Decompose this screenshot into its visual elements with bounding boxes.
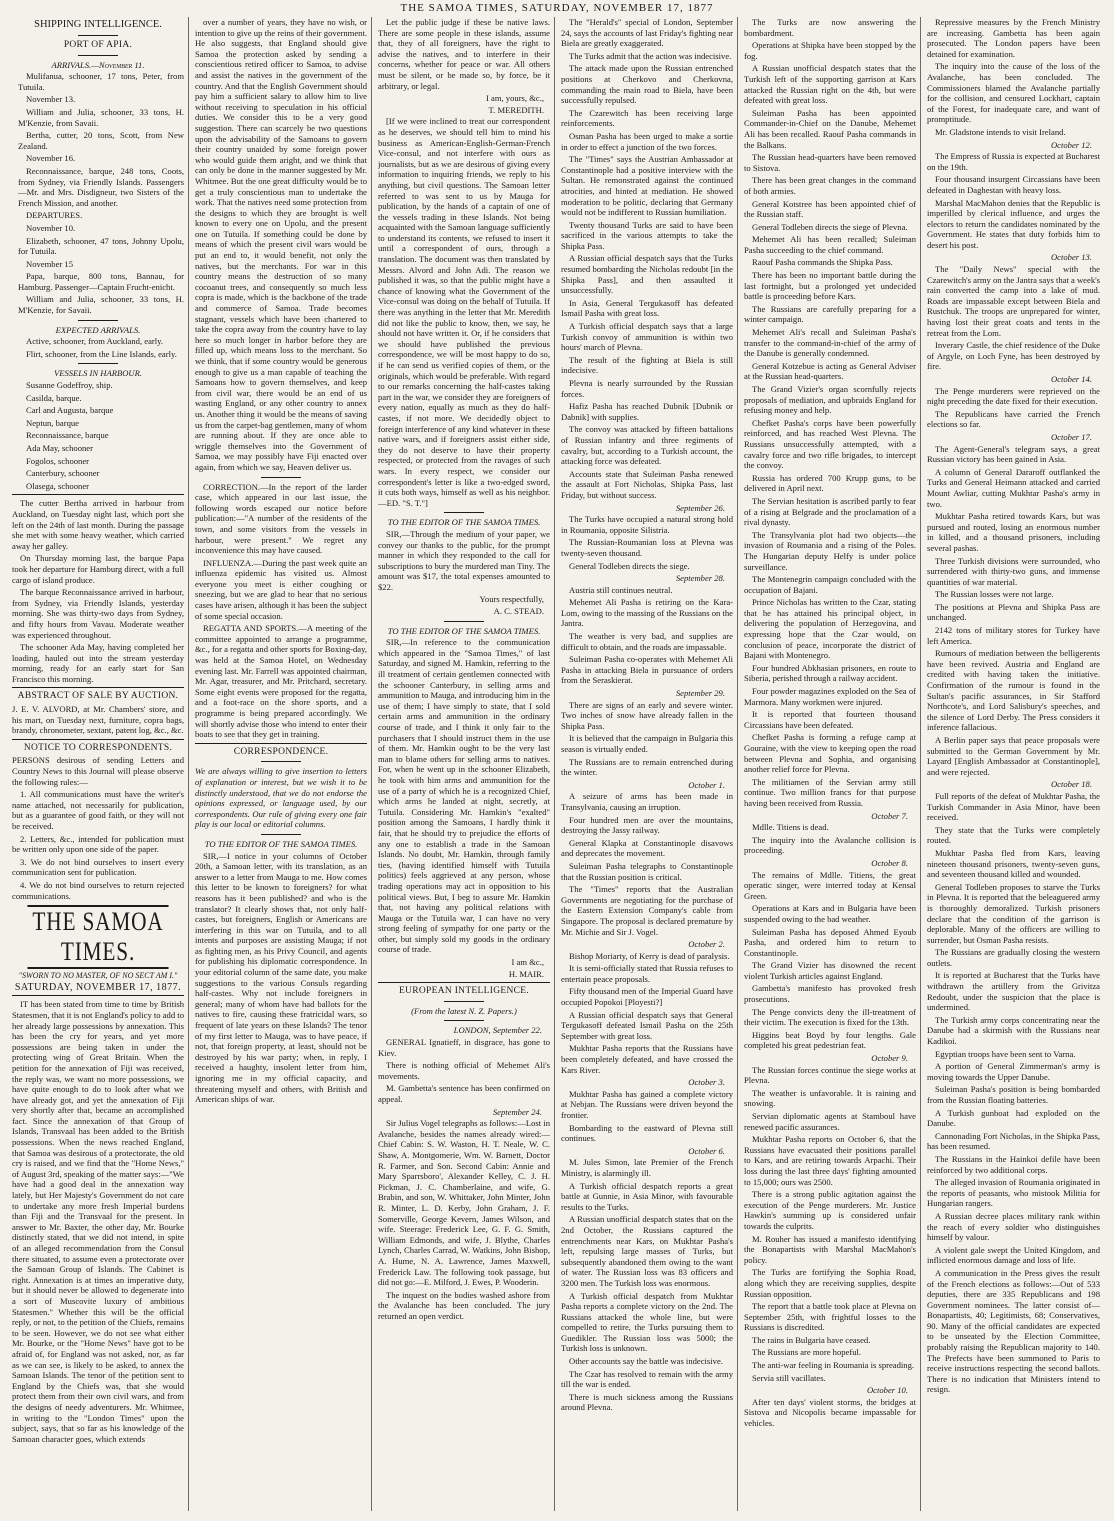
divider xyxy=(378,982,550,983)
news-paragraph: The militiamen of the Servian army still continue. Two million francs for that purpose having been received from Russia. xyxy=(744,776,916,808)
news-paragraph: General Todleben proposes to starve the Turks in Plevna. It is reported that the beleaguered army is thoroughly demoralized. Turkish prisoners declare that the condition of the garrison is deplorable. Many of the officers are willing to surrender, but Osman Pasha resists. xyxy=(927,881,1100,945)
avalanche-list: Sir Julius Vogel telegraphs as follows:—Lost in Avalanche, besides the names already wired:—Chief Cabin: S. W. Waston, H. T. Neale, W. C. Shaw, A. Montgomerie, Wm. W. Barnett, Doctor R. Farmer, and Son. Second Cabin: Annie and Mary Sparrsboro', Alexander Kelley, C. J. H. Pickman, J. C. Chamberlaine, and wife, G. Brabin, and son, W. Whittaker, John Minter, John R. Minter, L. D. Kerby, John Graham, J. F. Somerville, George Kevern, James Wilson, and wife. Steerage: Frederick Lee, G. F. G. Smith, William Edmonds, and wife, J. Blythe, Charles Lynch, Charles Carrad, W. Watkins, John Bishop, A. Hume, N. A. Lawrence, James Maxwell, Frederick Law. The following took passage, but did not go:—E. Milford, J. Ewes, P. Wooderin. xyxy=(378,1118,550,1288)
news-paragraph: There has been great changes in the command of both armies. xyxy=(744,175,916,196)
news-paragraph: Fifty thousand men of the Imperial Guard have occupied Popokoi [Ployesti?] xyxy=(561,986,733,1008)
news-paragraph: Chefket Pasha's corps have been powerfully reinforced, and has reached West Plevna. The Russians unsuccessfully attempted, with a cavalry force and two rifle brigades, to intercept the convoy. xyxy=(744,417,916,471)
divider xyxy=(12,494,184,495)
news-paragraph: The Grand Vizier's organ scornfully rejects proposals of mediation, and upbraids England for refusing money and help. xyxy=(744,384,916,416)
news-paragraph: A portion of General Zimmerman's army is moving towards the Upper Danube. xyxy=(927,1061,1100,1082)
news-paragraph: A Russian official despatch says that the Turks resumed bombarding the Nicholas redoubt [in the Shipka Pass], and then assaulted it unsuccessfully. xyxy=(561,253,733,296)
news-paragraph: General Todleben directs the siege of Plevna. xyxy=(752,221,908,232)
notice-rules xyxy=(12,789,184,901)
news-paragraph: The "Daily News" special with the Czarewitch's army on the Jantra says that a week's rain converted the camp into a lake of mud. Roads are impassable except between Biela and Rustchuk. The troops are unprepared for winter, having lost their great coats and tents in the retreat from the Lom. xyxy=(927,264,1101,338)
notice-intro: PERSONS desirous of sending Letters and Country News to this Journal will please observe the following rules:— xyxy=(12,755,184,787)
news-paragraph: They state that the Turks were completely routed. xyxy=(927,824,1100,846)
news-paragraph: A Russian decree places military rank within the reach of every soldier who distinguishes himself by valour. xyxy=(927,1210,1100,1243)
dateline: October 1. xyxy=(688,779,725,790)
vessel-entry: Casilda, barque. xyxy=(26,392,82,403)
news-paragraph: Four thousand insurgent Circassians have been defeated in Daghestan with heavy loss. xyxy=(927,174,1100,195)
divider xyxy=(261,761,301,762)
news-paragraph: Bombarding to the eastward of Plevna still continues. xyxy=(561,1122,733,1144)
notice-head: NOTICE TO CORRESPONDENTS. xyxy=(23,742,173,753)
dateline: September 28. xyxy=(675,573,725,584)
arrival-entry: DEPARTURES. xyxy=(26,210,83,221)
column-3 xyxy=(378,17,555,1511)
divider xyxy=(261,834,301,835)
auction-text: J. E. V. ALVORD, at Mr. Chambers' store, and his mart, on Tuesday next, furniture, copra bags, brandy, chronometer, sextant, patent log, &c., &c. xyxy=(12,704,184,736)
news-paragraph: There is much sickness among the Russians around Plevna. xyxy=(561,1391,733,1413)
running-head: THE SAMOA TIMES, SATURDAY, NOVEMBER 17, 1877 xyxy=(400,2,714,14)
arrival-entry: Reconnaissance, barque, 248 tons, Coots, from Sydney, via Friendly Islands. Passengers—Mr. and Mrs. Disdigneur, two Sisters of the French Mission, and another. xyxy=(18,165,184,208)
london-news xyxy=(378,1037,550,1105)
expected-entry: Active, schooner, from Auckland, early. xyxy=(26,336,164,347)
to-editor-head: TO THE EDITOR OF THE SAMOA TIMES. xyxy=(204,838,358,849)
dateline: October 17. xyxy=(1050,431,1092,442)
news-paragraph: Servia still vacillates. xyxy=(752,1372,826,1383)
news-paragraph: The Russians are carefully preparing for a winter campaign. xyxy=(744,303,916,325)
arrivals-head: ARRIVALS.—November 11. xyxy=(51,59,145,70)
news-paragraph: General Klapka at Constantinople disavows and deprecates the movement. xyxy=(561,837,733,859)
news-paragraph: The positions at Plevna and Shipka Pass are unchanged. xyxy=(927,601,1100,623)
news-paragraph: The inquiry into the cause of the loss of the Avalanche, has been concluded. The Commissioners blamed the Avalanche partially for the collision, and censured Lockhart, captain of the Forest, for inadequate care, and want of promptitude. xyxy=(927,61,1100,125)
auction-head: ABSTRACT OF SALE BY AUCTION. xyxy=(17,691,179,702)
arrival-entry: Bertha, cutter, 20 tons, Scott, from New Zealand. xyxy=(18,130,184,151)
divider xyxy=(444,512,484,513)
news-paragraph: The Russian losses were not large. xyxy=(935,589,1054,600)
expected-head: EXPECTED ARRIVALS. xyxy=(55,324,141,335)
arrivals-list xyxy=(12,71,184,315)
news-paragraph: The Turks have occupied a natural strong hold in Roumania, opposite Silistria. xyxy=(561,514,733,535)
news-paragraph: The Servian hesitation is ascribed partly to fear of a rising at Belgrade and the proclamation of a rival dynasty. xyxy=(744,495,916,528)
vessel-entry: Susanne Godeffroy, ship. xyxy=(26,380,113,391)
news-paragraph: Suleiman Pasha telegraphs to Constantinople that the Russian position is critical. xyxy=(561,860,733,882)
news-paragraph: The Grand Vizier has disowned the recent violent Turkish articles against England. xyxy=(744,960,916,981)
arrival-entry: November 15 xyxy=(26,258,74,269)
to-editor-head: TO THE EDITOR OF THE SAMOA TIMES. xyxy=(387,625,541,636)
notice-rule: 3. We do not bind ourselves to insert every communication sent for publication. xyxy=(12,856,184,878)
news-group xyxy=(561,585,733,686)
news-paragraph: Four hundred men are over the mountains, destroying the Jassy railway. xyxy=(561,814,733,836)
news-paragraph: Mr. Gladstone intends to visit Ireland. xyxy=(935,126,1066,137)
news-group xyxy=(561,1089,733,1144)
news-paragraph: A Turkish official despatch reports a great battle at Gunnie, in Asia Minor, with favourable results to the Turks. xyxy=(561,1180,733,1212)
dateline: October 6. xyxy=(688,1145,725,1156)
editorial-continued xyxy=(195,17,367,473)
dateline: October 3. xyxy=(688,1077,725,1088)
news-group xyxy=(561,514,733,571)
news-paragraph: The Transylvania plot had two objects—the invasion of Roumania and a rising of the Poles. The Hungarian deputy Helfy is under police surveillance. xyxy=(744,529,916,572)
arrival-entry: November 16. xyxy=(26,153,76,164)
masthead: THE SAMOA TIMES. xyxy=(27,905,168,969)
news-paragraph: A Russian official despatch says that General Tergukasoff defeated Ismail Pasha on the 25th September with great loss. xyxy=(561,1009,733,1041)
news-paragraph: Suleiman Pasha co-operates with Mehemet Ali Pasha in attacking Biela in pursuance of orders from the Seraskierat. xyxy=(561,654,733,686)
news-paragraph: Suleiman Pasha's position is being bombarded from the Russian floating batteries. xyxy=(927,1084,1100,1105)
news-group xyxy=(744,1065,916,1384)
arrival-entry: November 13. xyxy=(26,94,76,105)
arrival-entry: Mulifanua, schooner, 17 tons, Peter, from Tutuila. xyxy=(18,71,184,92)
news-paragraph: Servian diplomatic agents at Stamboul have renewed pacific assurances. xyxy=(744,1111,916,1132)
news-paragraph: The report that a battle took place at Plevna on September 25th, with frightful losses to the Russians is discredited. xyxy=(744,1301,916,1333)
dateline: October 2. xyxy=(688,939,725,950)
vessel-entry: Olasega, schooner xyxy=(26,480,89,491)
correspondence-note: We are always willing to give insertion to letters of explanation or interest, but we wish it to be distinctly understood, that we do not endorse the opinions expressed, or language used, by our correspondents. Our rule of giving every one fair play is our local or editorial columns. xyxy=(195,766,367,830)
editorial-paragraph: over a number of years, they have no wish, or intention to give up the reins of their government. He also suggests, that England should give Samoa the protection asked by sending a conscientious retired officer to Samoa, to advise and assist the natives in the government of the country. And that the English Government should pay him a sufficient salary to allow him to live without receiving to speculation in his official duties. We consider this to be a very good suggestion. There can scarcely be two questions upon the advisability of the Samoans to govern their country unaided by some foreign power who would guide them aright, and we think that can only be done in the manner suggested by Mr. Whitmee. But the one great difficulty would be to get a truly conscientious man to undertake the work. That the natives need some protection from the designs to which they are brought is well known to every one on Upolu, and the present one on Tutuila. If something could be done by means of which the present civil wars would be put an end to, it would benefit, not only the natives, but the merchants. For war in this country means the destruction of so many cocoanut trees, and consequently so much less copra is made, which is the backbone of the trade and commerce of Samoa. Trade becomes stagnant, vessels which have been chartered to take the copra away from the country have to lay here so much longer in harbor before they are filled up, which means loss to the merchant. So we think, that if some country would be generous enough to give us a man capable of teaching the Samoans how to govern themselves, and keep from civil war, there would be an end of us wasting England, or any other country to annex us. Another thing it would be the means of saving us from the carpet-bag gentlemen, many of whom are running about. If they are once able to wriggle themselves into the Government of Samoa, we may possibly have Fiji enacted over again, from which we say, Heaven deliver us. xyxy=(195,17,367,472)
news-paragraph: The Russian-Roumanian loss at Plevna was twenty-seven thousand. xyxy=(561,537,733,558)
news-paragraph: Austria still continues neutral. xyxy=(569,584,673,595)
news-paragraph: The Russians are to remain entrenched during the winter. xyxy=(561,756,733,778)
news-paragraph: Prince Nicholas has written to the Czar, stating that he has attained his principal object, in delivering the population of Herzegovina, and expressing hope that the Czar would, on conclusion of peace, incorporate the district of Bajani with Montenegro. xyxy=(744,597,916,661)
news-group xyxy=(744,822,916,856)
editorial-paragraph: IT has been stated from time to time by British Statesmen, that it is not England's policy to add to her already large possessions by annexation. This has been the cry for years, and yet more possessions are being taken in under the protecting wing of Great Britain. When the petition for the annexation of Fiji was received, the reply was, we want no more possessions, we have quite enough to do to look after what we have already got, and yet the annexation of Fiji very shortly after that, became an accomplished fact. Since the annexation of that Group of Islands, Transvaal has been added to the British possessions. When the news reached England, that Samoa was desirous of a protectorate, the old cry is raised, and we find that the "Home News," of August 3rd, speaking of the matter says:—"We have had a good deal in the annexation way lately, but Her Majesty's Government do not care to undertake any more fresh Imperial burdens than Fiji and the Transvaal for the present. In answer to Mr. Baxter, the other day, Mr. Bourke distinctly stated, that we did not intend, in spite of an alleged recommendation from the Consul there situated, to assume even a protectorate over the Samoan Group of Islands. The Cabinet is right. Annexation is at times an imperative duty, but it should never be allowed to degenerate into a sort of Muscovite luxury of ambitious Statesmen." Whether this will be the official reply, or not, to the petition of the Chiefs, remains to be seen. However, we do not see what either Mr. Bourke, or the "Home News" have got to be afraid of, for England was not asked, nor, as far as we can see, is likely to be asked, to annex the Samoan Islands. The tenor of the petition sent to England by the Chiefs was, that she would protect them from their own civil wars, and from the designs of needy adventurers. Mr. Whitmee, in writing to the "London Times" upon the subject, says, that so far as his knowledge of the Samoan character goes, which extends xyxy=(12,999,184,1444)
news-paragraph: A Berlin paper says that peace proposals were submitted to the German Government by Mr. Layard [English Ambassador at Constantinople], and were rejected. xyxy=(927,735,1100,777)
news-paragraph: The cutter Bertha arrived in harbour from Auckland, on Tuesday night last, which port she left on the 24th of last month. During the passage she met with some heavy weather, which carried away her galley. xyxy=(12,498,184,551)
news-group xyxy=(927,386,1100,430)
notice-rule: 4. We do not bind ourselves to return rejected communications. xyxy=(12,879,184,901)
news-paragraph: Suleiman Pasha has been appointed Commander-in-Chief on the Danube, Mehemet Ali has been recalled. Raouf Pasha commands in the Balkans. xyxy=(744,107,916,150)
news-paragraph: Mukhtar Pasha fled from Kars, leaving nineteen thousand prisoners, twenty-seven guns, and seventeen thousand killed and wounded. xyxy=(927,847,1100,880)
news-paragraph: Plevna is nearly surrounded by the Russian forces. xyxy=(561,378,733,399)
dateline: October 14. xyxy=(1050,374,1092,384)
signature-name: T. MEREDITH. xyxy=(488,104,544,115)
editorial xyxy=(12,999,184,1444)
signature-line: Yours respectfully, xyxy=(479,594,544,605)
vessel-entry: Carl and Augusta, barque xyxy=(26,405,114,416)
news-paragraph: The Turks are fortifying the Sophia Road, along which they are receiving supplies, despite Russian opposition. xyxy=(744,1267,916,1299)
news-paragraph: The alleged invasion of Roumania originated in the reports of peasants, who mistook Militia for Hungarian rangers. xyxy=(927,1177,1100,1209)
news-paragraph: The Russian forces continue the siege works at Plevna. xyxy=(744,1064,916,1086)
news-paragraph: Inverary Castle, the chief residence of the Duke of Argyle, on Loch Fyne, has been destroyed by fire. xyxy=(927,340,1100,372)
arrival-entry: William and Julia, schooner, 33 tons, H. M'Kenzie, from Savaii. xyxy=(18,106,184,128)
divider xyxy=(444,1001,484,1002)
news-paragraph: Suleiman Pasha has deposed Ahmed Eyoub Pasha, and ordered him to return to Constantinople. xyxy=(744,926,916,958)
news-paragraph: The Turks are now answering the bombardment. xyxy=(744,17,916,38)
news-paragraph: 2142 tons of military stores for Turkey have left America. xyxy=(927,625,1100,646)
news-paragraph: Mukhtar Pasha has gained a complete victory at Nebjan. The Russians were driven beyond the frontier. xyxy=(561,1088,733,1120)
correction-item: CORRECTION.—In the report of the larder case, which appeared in our last issue, the following words escaped our notice before publication:—"A number of the residents of the town, and some visitors from the vessels in harbour, were present." We regret any inconvenience this may have caused. xyxy=(195,481,367,556)
news-paragraph: A violent gale swept the United Kingdom, and inflicted enormous damage and loss of life. xyxy=(927,1244,1100,1266)
news-paragraph: Rumours of mediation between the belligerents have been revived. Austria and England are credited with having taken the initiative. Confirmation of the rumour is found in the Sultan's pacific assurances, in Sir Stafford Northcote's, and Lord Salisbury's speeches, and the silence of Lord Derby. The Press considers it inference fallacious. xyxy=(927,648,1100,733)
news-paragraph: There is a strong public agitation against the execution of the Penge murderers. Mr. Justice Hawkin's summing up is considered unfair towards the culprits. xyxy=(744,1189,916,1231)
news-paragraph: GENERAL Ignatieff, in disgrace, has gone to Kiev. xyxy=(378,1037,550,1058)
news-paragraph: The weather is very bad, and supplies are difficult to obtain, and the roads are impassable. xyxy=(561,631,733,652)
news-paragraph: The Russians are more hopeful. xyxy=(752,1347,862,1358)
columns xyxy=(12,17,1106,1511)
divider xyxy=(78,320,118,321)
news-paragraph: The "Times" reports that the Australian Governments are negotiating for the purchase of the Eastern Extension Company's cable from Singapore. The proposal is declared premature by Mr. Michie and Sir J. Vogel. xyxy=(561,884,733,937)
inquest-item: The inquest on the bodies washed ashore from the Avalanche has been concluded. The jury returned an open verdict. xyxy=(378,1289,550,1321)
arrival-entry: William and Julia, schooner, 33 tons, H. M'Kenzie, for Savaii. xyxy=(18,294,184,316)
divider xyxy=(78,363,118,364)
news-paragraph: The rains in Bulgaria have ceased. xyxy=(752,1334,871,1345)
notice-rule: 1. All communications must have the writer's name attached, not necessarily for publication, but as a guarantee of good faith, or they will not be received. xyxy=(12,789,184,831)
news-paragraph: M. Rouher has issued a manifesto identifying the Bonapartists with Marshal MacMahon's policy. xyxy=(744,1233,916,1265)
news-group xyxy=(927,444,1100,778)
arrival-entry: Elizabeth, schooner, 47 tons, Johnny Upolu, for Tutuila. xyxy=(18,235,184,257)
news-paragraph: Mukhtar Pasha retired towards Kars, but was pursued and routed, losing an enormous number in killed, and a thousand prisoners, including several pashas. xyxy=(927,511,1100,553)
dateline: October 8. xyxy=(871,857,908,868)
shipping-news xyxy=(12,498,184,684)
news-group xyxy=(927,17,1100,138)
vessel-entry: Reconnaissance, barque xyxy=(26,430,109,441)
news-paragraph: Mdlle. Titiens is dead. xyxy=(752,822,829,833)
news-paragraph: The Turkish army corps concentrating near the Danube had a skirmish with the Russians near Kadikoi. xyxy=(927,1014,1100,1047)
news-paragraph: After ten days' violent storms, the bridges at Sistova and Nicopolis became impassable for vehicles. xyxy=(744,1396,916,1429)
news-paragraph: General Kotzebue is acting as General Adviser at the Russian head-quarters. xyxy=(744,360,916,382)
news-paragraph: Four powder magazines exploded on the Sea of Marmora. Many workmen were injured. xyxy=(744,686,916,707)
dateline: October 10. xyxy=(866,1385,908,1396)
vessel-entry: Canterbury, schooner xyxy=(26,468,100,479)
port-title: PORT OF APIA. xyxy=(63,40,133,50)
news-paragraph: Four hundred Abkhasian prisoners, en route to Siberia, perished through a railway accident. xyxy=(744,662,916,684)
shipping-title: SHIPPING INTELLIGENCE. xyxy=(34,19,162,30)
news-paragraph: Three Turkish divisions were surrounded, who surrendered with thirty-two guns, and immense quantities of war material. xyxy=(927,555,1100,587)
news-paragraph: There are signs of an early and severe winter. Two inches of snow have already fallen in the Shipka Pass. xyxy=(561,699,733,731)
arrival-entry: Papa, barque, 800 tons, Bannau, for Hamburg. Passenger—Captain Frucht-enicht. xyxy=(18,271,184,292)
news-paragraph: The convoy was attacked by fifteen battalions of Russian infantry and three regiments of cavalry, but, according to a Turkish account, the attacking force was defeated. xyxy=(561,424,733,467)
war-news xyxy=(561,17,733,501)
news-group xyxy=(927,791,1100,1395)
letter-continued xyxy=(378,17,550,91)
news-paragraph: Mukhtar Pasha reports that the Russians have been completely defeated, and have crossed the Kars River. xyxy=(561,1043,733,1075)
dateline: October 7. xyxy=(871,810,908,821)
news-paragraph: A column of General Dararoff outflanked the Turks and General Heimann attacked and carried Mount Awliar, cutting Mukhtar Pasha's army in two. xyxy=(927,466,1100,509)
news-paragraph: A Turkish official despatch from Mukhtar Pasha reports a complete victory on the 2nd. The Russians attacked the whole line, but were compelled to retire, the Turks pursuing them to Guedikler. The Russian loss was 5000; the Turkish loss is unknown. xyxy=(561,1290,733,1354)
news-paragraph: It is semi-officially stated that Russia refuses to entertain peace proposals. xyxy=(561,963,733,984)
news-paragraph: The Montenegrin campaign concluded with the occupation of Bajani. xyxy=(744,574,916,595)
dateline: October 12. xyxy=(1050,139,1092,150)
motto: "SWORN TO NO MASTER, OF NO SECT AM I." xyxy=(18,971,178,981)
news-group xyxy=(744,870,916,1052)
news-paragraph: Other accounts say the battle was indecisive. xyxy=(569,1356,723,1367)
news-paragraph: The barque Reconnaissance arrived in harbour, from Sydney, via Friendly Islands, yesterday morning. She was thirty-two days from Sydney, and fifty hours from Vavau. Moderate weather was experienced throughout. xyxy=(12,587,184,640)
news-paragraph: A communication in the Press gives the result of the French elections as follows:—Out of 533 deputies, there are 335 Republicans and 198 Government nominees. The latter consist of—Bonapartists, 40; Legitimists, 68; Conservatives, 90. Many of the official candidates are expected to be unseated by the Election Committee, probably raising the Republican majority to 140. The Prefects have been summoned to Paris to receive instructions respecting the second ballots. There is no indication that Ministers intend to resign. xyxy=(927,1267,1100,1395)
news-paragraph: The result of the fighting at Biela is still indecisive. xyxy=(561,354,733,376)
news-paragraph: Hafiz Pasha has reached Dubnik [Dubnik or Dabnik] with supplies. xyxy=(561,401,733,422)
news-paragraph: M. Jules Simon, late Premier of the French Ministry, is alarmingly ill. xyxy=(561,1157,733,1178)
column-2 xyxy=(195,17,372,1511)
column-4 xyxy=(561,17,738,1511)
notice-rule: 2. Letters, &c., intended for publication must be written only upon one side of the paper. xyxy=(12,833,184,855)
news-paragraph: The Czar has resolved to remain with the army till the war is ended. xyxy=(561,1368,733,1390)
divider xyxy=(195,743,367,744)
news-paragraph: Twenty thousand Turks are said to have been sacrificed in the various attempts to take the Shipka Pass. xyxy=(561,219,733,251)
vessels-list xyxy=(12,380,184,491)
news-paragraph: The anti-war feeling in Roumania is spreading. xyxy=(752,1360,915,1371)
vessels-head: VESSELS IN HARBOUR. xyxy=(53,368,143,379)
dateline: October 18. xyxy=(1050,779,1092,790)
divider xyxy=(261,477,301,478)
divider xyxy=(444,621,484,622)
european-source: (From the latest N. Z. Papers.) xyxy=(411,1005,517,1016)
european-head: EUROPEAN INTELLIGENCE. xyxy=(398,986,530,997)
news-paragraph: Mehemet Ali Pasha is retiring on the Kara-Lom, owing to the massing of the Russians on the Jantra. xyxy=(561,597,733,629)
arrival-entry: November 10. xyxy=(26,222,76,233)
news-group xyxy=(561,951,733,1076)
dateline: September 29. xyxy=(675,688,725,699)
news-paragraph: A Russian unofficial despatch states that the Turkish left of the supporting garrison at Kars attacked the Russian right on the 4th, but were defeated with great loss. xyxy=(744,63,916,106)
news-paragraph: A Russian unofficial despatch states that on the 2nd October, the Russians captured the entrenchments near Kars, on Mukhtar Pasha's left, repulsing large masses of Turks, but subsequently abandoned them owing to the want of water. The Russian loss was 83 officers and 3200 men. The Turkish loss was enormous. xyxy=(561,1214,733,1288)
column-1 xyxy=(12,17,189,1511)
regatta-item: REGATTA AND SPORTS.—A meeting of the committee appointed to arrange a programme, &c., for a regatta and other sports for Boxing-day, was held at the Samoa Hotel, on Wednesday evening last. Mr. Farrell was appointed chairman, Mr. Agar, treasurer, and Mr. Pritchard, secretary. Some eight events were proposed for the regatta, and a foot-race on the shore sports, and a programme is being prepared accordingly. We will shortly advise those who intend to enter their boats to see that they get in training. xyxy=(195,623,367,740)
news-paragraph: There is nothing official of Mehemet Ali's movements. xyxy=(378,1060,550,1081)
column-6 xyxy=(927,17,1104,1511)
news-paragraph: The Empress of Russia is expected at Bucharest on the 19th. xyxy=(927,151,1100,172)
news-paragraph: Raouf Pasha commands the Shipka Pass. xyxy=(752,257,893,268)
news-paragraph: Full reports of the defeat of Mukhtar Pasha, the Turkish Commander in Asia Minor, have been received. xyxy=(927,790,1100,823)
vessel-entry: Fogolos, schooner xyxy=(26,455,90,466)
influenza-item: INFLUENZA.—During the past week quite an influenza epidemic has visited us. Almost everyone you meet is either coughing or sneezing, but we are glad to hear that no serious cases have arisen, although it has been the subject of some special occasion. xyxy=(195,557,367,621)
news-paragraph: Higgins beat Boyd by four lengths. Gale completed his great pedestrian feat. xyxy=(744,1029,916,1051)
dateline: October 9. xyxy=(871,1053,908,1064)
letter-paragraph: Let the public judge if these be native laws. There are some people in these islands, assume that, they of all foreigners, have the right to advise the natives, and to interfere in their concerns, whether for peace or war. All others must be silent, or be made so, by force, be it arbitrary, or legal. xyxy=(378,17,550,91)
news-paragraph: Repressive measures by the French Ministry are increasing. Gambetta has been again prosecuted. The London papers have been detained for examination. xyxy=(927,17,1100,59)
news-paragraph: Gambetta's manifesto has provoked fresh prosecutions. xyxy=(744,983,916,1005)
publication-date: SATURDAY, NOVEMBER 17, 1877. xyxy=(12,983,184,997)
editor-note: [If we were inclined to treat our correspondent as he deserves, we should tell him to mind his business as American-English-German-French Vice-consul, and not interfere with ours as journalists, but as we are desirous of giving every information to inquiring friends, we reply to his anything, but civil questions. The Samoan letter referred to was sent to us by Mauga for publication, by the hands of a captain of one of the vessels trading in these Islands. Not being acquainted with the Samoan language sufficiently to understand its contents, we refused to insert it until a correspondent of ours, through a translation. The document was then translated by Messrs. Alvord and John Adi. The reason we published it was, so that the public might have a chance of knowing what the Government of the Vice-consul was doing on the behalf of Tutuila. If there was anything in the letter that Mr. Meredith did not like the public to know, then, we say, he should not have written it. Or, if he considers that we should have published the previous correspondence, we will be most happy to do so, if he can send us verified copies of them, or the originals, which would be preferable. With regard to our remarks concerning the half-castes taking part in the war, we consider they are foreigners of every nation, equally as much as they do half-castes, if not more. We decidedly object to foreign interference of any kind whatever in these native wars, and if foreigners assist either side, they do not deserve to have their property respected, or protected from the ravages of such wars. In every respect, we consider our correspondent's letter is like a two-edged sword, it cuts both ways, himself as well as his neighbor.—ED. "S. T."] xyxy=(378,116,550,508)
news-paragraph: The Republicans have carried the French elections so far. xyxy=(927,408,1100,430)
news-paragraph: Operations at Shipka have been stopped by the fog. xyxy=(744,40,916,61)
divider xyxy=(78,55,118,56)
news-paragraph: The Russians in the Hainkoi defile have been reinforced by two additional corps. xyxy=(927,1153,1100,1175)
signature-line: I am &c., xyxy=(511,957,544,968)
dateline: LONDON, September 22. xyxy=(453,1025,542,1036)
news-paragraph: In Asia, General Tergukasoff has defeated Ismail Pasha with great loss. xyxy=(561,297,733,319)
news-paragraph: The Russians are gradually closing the western outlets. xyxy=(927,947,1100,968)
news-paragraph: Osman Pasha has been urged to make a sortie in order to effect a junction of the two forces. xyxy=(561,130,733,152)
news-paragraph: Accounts state that Suleiman Pasha renewed the assault at Fort Nicholas, Shipka Pass, last Friday, but without success. xyxy=(561,468,733,500)
news-group xyxy=(561,791,733,937)
news-paragraph: The weather is unfavorable. It is raining and snowing. xyxy=(744,1087,916,1109)
news-paragraph: It is reported at Bucharest that the Turks have withdrawn the artillery from the Grivitza Redoubt, under the suspicion that the place is undermined. xyxy=(927,970,1100,1013)
expected-entry: Flirt, schooner, from the Line Islands, early. xyxy=(26,348,177,359)
letter-meredith: SIR,—I notice in your columns of October 20th, a Samoan letter, with its translation, as an answer to a letter from Mauga to me. How comes this letter to be known to foreigners? for what reasons has it been published? and who is the translator? It clearly shows that, not only half-castes, but foreigners, English or Americans are interfering in this war on Tutuila, and to all intents and purposes are assisting Mauga; if not as fighting men, as his Privy Council, and agents for publishing his diplomatic correspondence. In your editorial column of the same date, you make suggestions to the various Consuls regarding half-castes. Why not include foreigners in general; many of whom have had ballots for the natives to fire, causing these fratricidal wars, so frequent of late years on these Islands? The tenor of my first letter to Mauga, was to have peace, if not, that foreign property, at least, should not be destroyed by his war party; when, in reply, I received a haughty, insolent letter from him, ignoring me in my official capacity, and threatening myself and others, with British and American ships of war. xyxy=(195,850,367,1105)
dateline: October 13. xyxy=(1050,252,1092,263)
news-paragraph: Marshal MacMahon denies that the Republic is imperilled by clerical influence, and urges the electors to return the candidates nominated by the Government. He states that duty forbids him to desert his post. xyxy=(927,197,1100,250)
news-paragraph: The remains of Mdlle. Titiens, the great operatic singer, were interred today at Kensal Green. xyxy=(744,869,916,901)
expected-list xyxy=(12,336,184,359)
news-paragraph: On Thursday morning last, the barque Papa took her departure for Hamburg direct, with a full cargo of island produce. xyxy=(12,553,184,585)
news-paragraph: The Turks admit that the action was indecisive. xyxy=(569,50,732,61)
news-paragraph: The "Herald's" special of London, September 24, says the accounts of last Friday's fighting near Biela are greatly exaggerated. xyxy=(561,17,733,49)
news-paragraph: A seizure of arms has been made in Transylvania, causing an irruption. xyxy=(561,791,733,812)
dateline: September 24. xyxy=(492,1106,542,1117)
news-paragraph: Chefket Pasha is forming a refuge camp at Gouraine, with the view to keeping open the road between Plevna and Sophia, and organising another relief force for Plevna. xyxy=(744,732,916,775)
news-group xyxy=(561,700,733,778)
news-group xyxy=(927,264,1100,372)
divider xyxy=(444,1020,484,1021)
news-paragraph: Operations at Kars and in Bulgaria have been suspended owing to the bad weather. xyxy=(744,903,916,924)
news-paragraph: The "Times" says the Austrian Ambassador at Constantinople had a positive interview with the Sultan. He remonstrated against the continued atrocities, and hinted at mediation. He showed moderation to be politic, declaring that Germany would not be indifferent to Russian humiliation. xyxy=(561,154,733,218)
news-paragraph: General Kotstree has been appointed chief of the Russian staff. xyxy=(744,198,916,220)
news-paragraph: Egyptian troops have been sent to Varna. xyxy=(935,1048,1076,1059)
news-group xyxy=(744,17,916,809)
dateline: September 26. xyxy=(675,502,725,513)
divider xyxy=(12,687,184,688)
news-paragraph: The Russian head-quarters have been removed to Sistova. xyxy=(744,152,916,173)
signature-name: H. MAIR. xyxy=(508,968,544,979)
news-paragraph: A Turkish gunboat had exploded on the Danube. xyxy=(927,1107,1100,1129)
vessel-entry: Ada May, schooner xyxy=(26,443,93,453)
news-group xyxy=(561,1157,733,1413)
news-paragraph: Cannonading Fort Nicholas, in the Shipka Pass, has been resumed. xyxy=(927,1130,1100,1152)
news-paragraph: Bishop Moriarty, of Kerry is dead of paralysis. xyxy=(569,950,730,961)
news-paragraph: The Penge murderers were reprieved on the night preceding the date fixed for their execution. xyxy=(927,385,1100,407)
column-5 xyxy=(744,17,921,1511)
signature-name: A. C. STEAD. xyxy=(493,606,544,617)
news-paragraph: The Penge convicts deny the ill-treatment of their victim. The execution is fixed for the 13th. xyxy=(744,1006,916,1028)
vessel-entry: Neptun, barque xyxy=(26,417,79,428)
news-paragraph: It is reported that fourteen thousand Circassians have been defeated. xyxy=(744,709,916,730)
news-paragraph: The Agent-General's telegram says, a great Russian victory has been gained in Asia. xyxy=(927,443,1100,465)
letter-stead: SIR,—Through the medium of your paper, we convey our thanks to the public, for the prompt manner in which they responded to the call for subscriptions to bury the murdered man Tiny. The amount was $17, the total expenses amounted to $22. xyxy=(378,528,550,592)
news-paragraph: Mukhtar Pasha reports on October 6, that the Russians have evacuated their positions parallel to Kars, and are retiring towards Arpachi. Their loss during the last three days' fighting amounted to 15,000; ours was 2500. xyxy=(744,1134,916,1187)
news-paragraph: Russia has ordered 700 Krupp guns, to be delivered in April next. xyxy=(744,472,916,494)
divider xyxy=(78,35,118,36)
correspondence-head: CORRESPONDENCE. xyxy=(233,746,329,757)
news-paragraph: Mehemet Ali has been recalled; Suleiman Pasha succeeding to the chief command. xyxy=(744,234,916,255)
news-paragraph: It is believed that the campaign in Bulgaria this season is virtually ended. xyxy=(561,733,733,754)
signature-line: I am, yours, &c., xyxy=(486,93,544,104)
news-paragraph: The schooner Ada May, having completed her loading, hauled out into the stream yesterday morning, ready for an early start for San Francisco this morning. xyxy=(12,642,184,684)
news-paragraph: M. Gambetta's sentence has been confirmed on appeal. xyxy=(378,1083,550,1104)
news-group xyxy=(927,151,1100,250)
to-editor-head: TO THE EDITOR OF THE SAMOA TIMES. xyxy=(387,517,541,528)
letter-mair: SIR,—In reference to the communication which appeared in the "Samoa Times," of last Saturday, and signed M. Hamkin, referring to the ill treatment of certain gentlemen connected with the schooner Canterbury, in selling arms and ammunition to Mauga, and introducing him in the use of them; I have simply to state, that I sold certain arms and ammunition in the ordinary course of trade, and I think it only fair to the purchasers that I should instruct them in the use of them. Mr. Hamkin ought to be the very last man to blame others for selling arms to natives. For, when he went up in the schooner Elizabeth, he took with him arms and ammunition for the use of a party of which he is a recognized Chief, which arms he landed at night, secretly, at Tutuila. Considering Mr. Hamkin's "exalted" position among the Samoans, I hardly think it fair, that he should try to prejudice the efforts of any one to establish a trade in the Samoan Islands. No doubt, Mr. Hamkin, through family ties, (having identified himself with Tutuila politics) feels aggrieved at any person, whose trading operations may act in opposition to his political views. But, I beg to assure Mr. Hamkin that, not having any political relations with Mauga or the Tutuila war, I can have no very strong feeling of sympathy for one party or the other, but simply sold my goods in the ordinary course of trade. xyxy=(378,637,550,955)
news-paragraph: The attack made upon the Russian entrenched positions at Cherkovo and Cherkovna, commanding the main road to Biela, have been successfully repulsed. xyxy=(561,63,733,106)
news-paragraph: A Turkish official despatch says that a large Turkish convoy of ammunition is within two hours' march of Plevna. xyxy=(561,321,733,353)
news-paragraph: General Todleben directs the siege. xyxy=(569,560,690,571)
news-paragraph: The Czarewitch has been receiving large reinforcements. xyxy=(561,107,733,129)
news-paragraph: Mehemet Ali's recall and Suleiman Pasha's transfer to the command-in-chief of the army of the Danube is generally condemned. xyxy=(744,327,916,359)
divider xyxy=(12,739,184,740)
news-paragraph: The inquiry into the Avalanche collision is proceeding. xyxy=(744,834,916,856)
news-paragraph: There has been no important battle during the last fortnight, but a prolonged yet undecided battle is proceeding before Kars. xyxy=(744,270,916,302)
